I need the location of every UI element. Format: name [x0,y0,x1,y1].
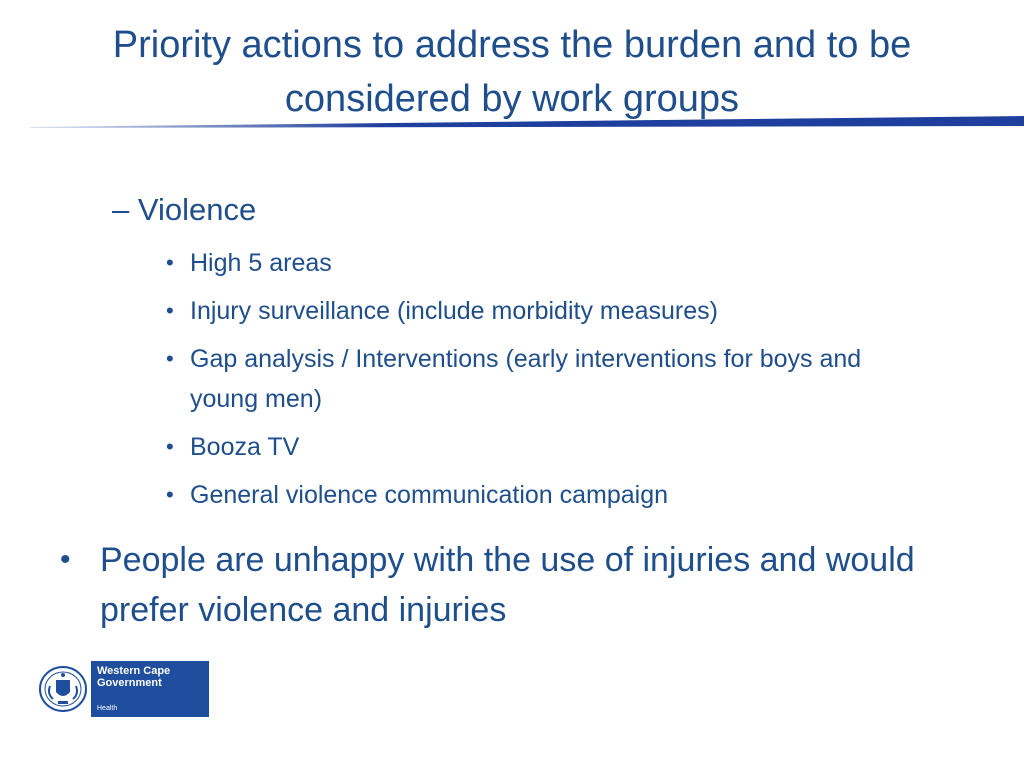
list-item-text: Booza TV [190,433,300,461]
dash-marker: – [112,192,130,227]
logo-department: Health [97,705,118,712]
list-item-text: General violence communication campaign [190,481,669,509]
bullet-icon: • [166,298,174,323]
list-item [160,243,920,283]
main-point [60,535,960,635]
logo-text-panel [91,661,209,717]
section-heading-text: Violence [137,192,257,227]
list-item [160,475,920,515]
list-item [160,427,920,467]
logo-line-1: Western Cape [97,665,171,677]
bullet-icon: • [166,434,174,459]
list-item [160,339,920,419]
bullet-icon: • [166,346,174,371]
coat-of-arms-icon [35,661,91,717]
title-underline [30,116,1024,130]
bullet-icon: • [60,543,71,576]
bullet-icon: • [166,250,174,275]
list-item [160,291,920,331]
bullet-icon: • [166,482,174,507]
list-item-text: High 5 areas [190,249,332,277]
list-item-text: Injury surveillance (include morbidity measures) [190,297,718,325]
violence-action-list [160,243,920,523]
logo-line-2: Government [97,677,162,689]
main-point-text: People are unhappy with the use of injuries and would prefer violence and injuries [100,541,915,629]
western-cape-government-logo [35,661,209,717]
section-heading [112,190,256,230]
slide-title: Priority actions to address the burden and to be considered by work groups [112,24,912,120]
list-item-text: Gap analysis / Interventions (early interventions for boys and young men) [190,345,862,413]
